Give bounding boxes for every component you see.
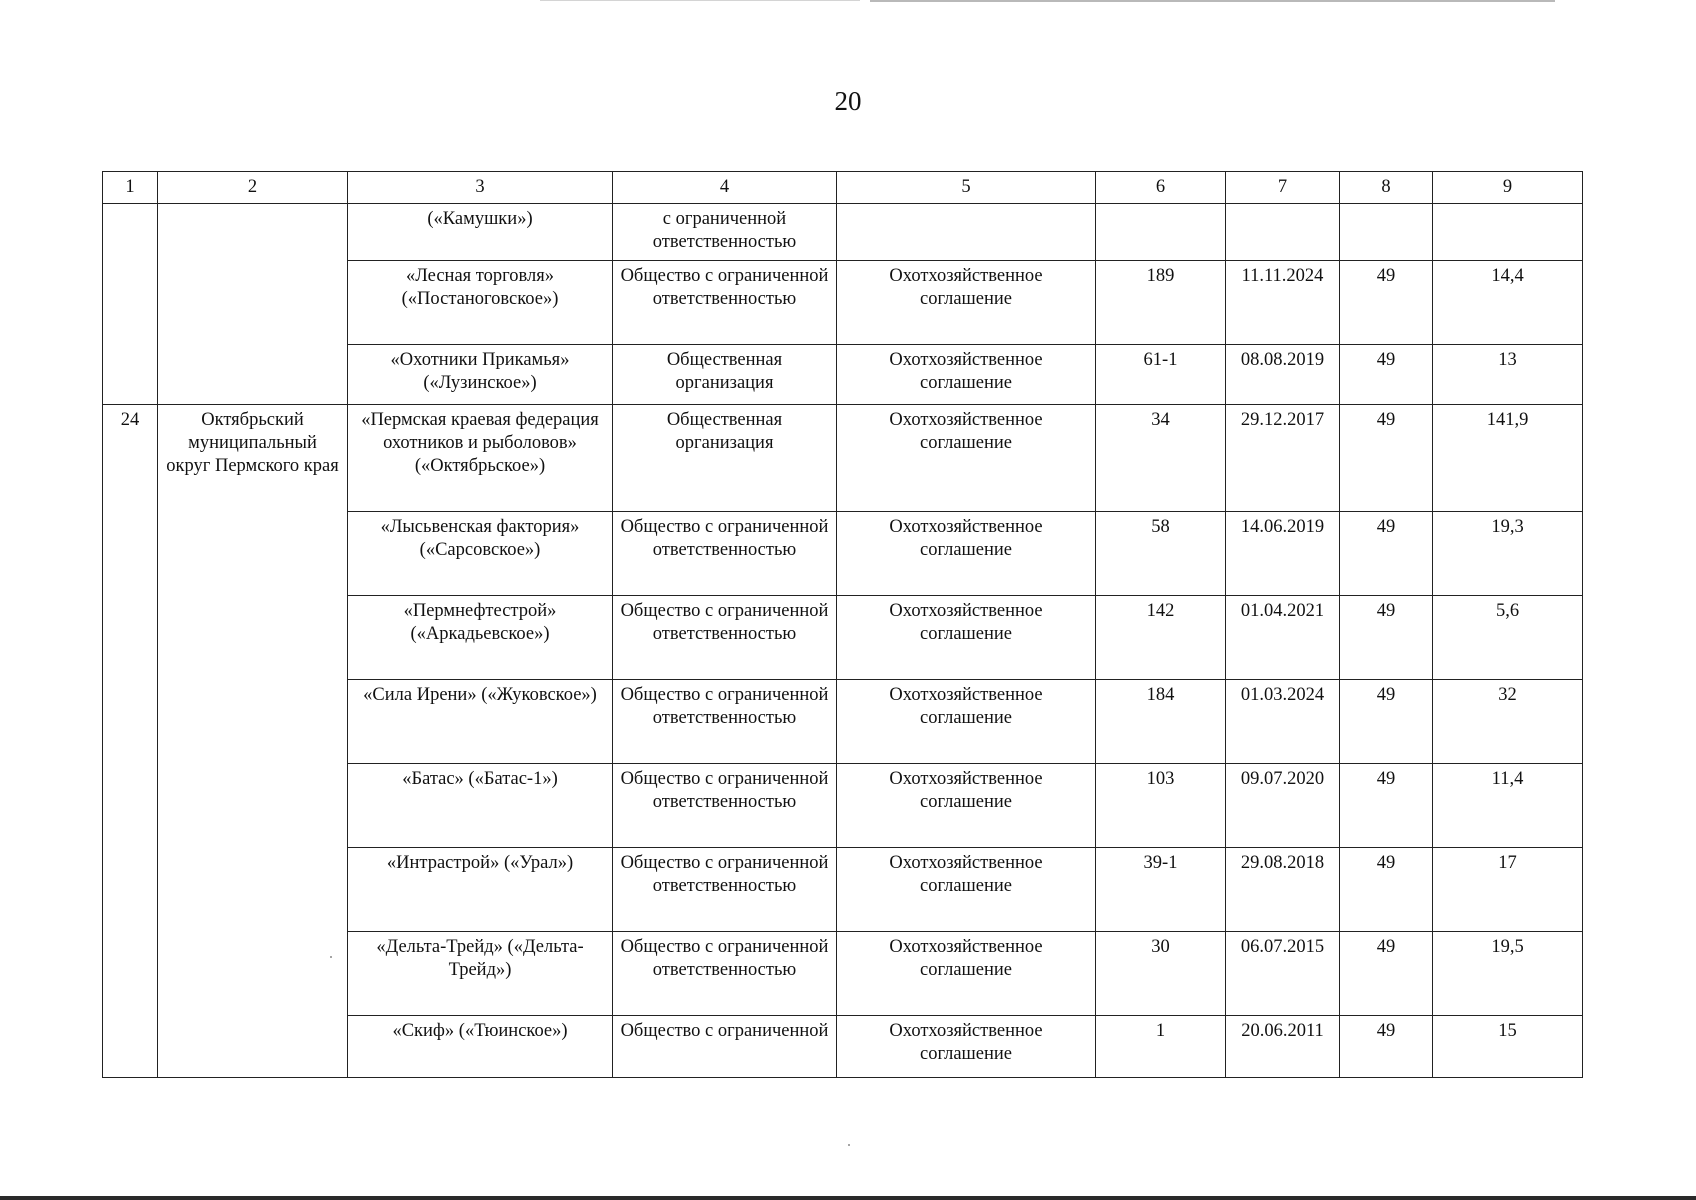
agreement-cell: Охотхозяйственное соглашение [837,680,1096,764]
scan-edge-bottom [0,1196,1696,1200]
term-cell: 49 [1340,680,1433,764]
column-number: 7 [1226,172,1340,204]
term-cell [1340,204,1433,261]
agreement-cell: Охотхозяйственное соглашение [837,512,1096,596]
hunting-ground-cell: «Лысьвенская фактория» («Сарсовское») [348,512,613,596]
hunting-ground-cell: «Сила Ирени» («Жуковское») [348,680,613,764]
term-cell: 49 [1340,596,1433,680]
date-cell: 06.07.2015 [1226,932,1340,1016]
agreement-cell: Охотхозяйственное соглашение [837,261,1096,345]
org-type-cell: Общество с ограниченной ответственностью [613,261,837,345]
page-number: 20 [834,86,862,116]
number-cell: 34 [1096,405,1226,512]
hunting-ground-cell: «Лесная торговля» («Постаноговское») [348,261,613,345]
column-number: 6 [1096,172,1226,204]
date-cell: 09.07.2020 [1226,764,1340,848]
scan-edge-top-right [870,0,1555,2]
agreement-cell: Охотхозяйственное соглашение [837,932,1096,1016]
agreement-cell [837,204,1096,261]
agreement-cell: Охотхозяйственное соглашение [837,1016,1096,1078]
column-number-row [103,172,1583,204]
area-cell: 19,3 [1433,512,1583,596]
scan-speck [330,956,332,958]
area-cell: 17 [1433,848,1583,932]
area-cell: 13 [1433,345,1583,405]
term-cell: 49 [1340,1016,1433,1078]
scan-edge-top-left [540,0,860,1]
number-cell: 58 [1096,512,1226,596]
org-type-cell: Общество с ограниченной ответственностью [613,848,837,932]
date-cell: 01.03.2024 [1226,680,1340,764]
term-cell: 49 [1340,512,1433,596]
area-cell: 15 [1433,1016,1583,1078]
date-cell [1226,204,1340,261]
number-cell [1096,204,1226,261]
hunting-ground-cell: («Камушки») [348,204,613,261]
hunting-ground-cell: «Пермнефтестрой» («Аркадьевское») [348,596,613,680]
hunting-ground-cell: «Дельта-Трейд» («Дельта-Трейд») [348,932,613,1016]
number-cell: 61-1 [1096,345,1226,405]
area-cell: 19,5 [1433,932,1583,1016]
hunting-ground-cell: «Охотники Прикамья» («Лузинское») [348,345,613,405]
column-number: 3 [348,172,613,204]
term-cell: 49 [1340,848,1433,932]
org-type-cell: Общество с ограниченной ответственностью [613,932,837,1016]
number-cell: 30 [1096,932,1226,1016]
area-cell [1433,204,1583,261]
hunting-ground-cell: «Батас» («Батас-1») [348,764,613,848]
number-cell: 142 [1096,596,1226,680]
org-type-cell: Общество с ограниченной ответственностью [613,512,837,596]
municipality-cell: Октябрьский муниципальный округ Пермского края [158,405,348,1078]
area-cell: 5,6 [1433,596,1583,680]
term-cell: 49 [1340,932,1433,1016]
area-cell: 14,4 [1433,261,1583,345]
term-cell: 49 [1340,261,1433,345]
org-type-cell: Общественная организация [613,345,837,405]
table-row [103,204,1583,261]
org-type-cell: Общество с ограниченной [613,1016,837,1078]
area-cell: 32 [1433,680,1583,764]
org-type-cell: Общественная организация [613,405,837,512]
number-cell: 1 [1096,1016,1226,1078]
term-cell: 49 [1340,764,1433,848]
number-cell: 184 [1096,680,1226,764]
date-cell: 29.12.2017 [1226,405,1340,512]
column-number: 4 [613,172,837,204]
column-number: 9 [1433,172,1583,204]
agreement-cell: Охотхозяйственное соглашение [837,405,1096,512]
index-cell-continued [103,204,158,405]
date-cell: 29.08.2018 [1226,848,1340,932]
table-row [103,405,1583,512]
org-type-cell: Общество с ограниченной ответственностью [613,596,837,680]
date-cell: 11.11.2024 [1226,261,1340,345]
org-type-cell: Общество с ограниченной ответственностью [613,764,837,848]
column-number: 5 [837,172,1096,204]
agreement-cell: Охотхозяйственное соглашение [837,596,1096,680]
date-cell: 14.06.2019 [1226,512,1340,596]
area-cell: 141,9 [1433,405,1583,512]
number-cell: 103 [1096,764,1226,848]
term-cell: 49 [1340,345,1433,405]
column-number: 2 [158,172,348,204]
date-cell: 08.08.2019 [1226,345,1340,405]
area-cell: 11,4 [1433,764,1583,848]
date-cell: 01.04.2021 [1226,596,1340,680]
hunting-ground-cell: «Интрастрой» («Урал») [348,848,613,932]
hunting-ground-cell: «Скиф» («Тюинское») [348,1016,613,1078]
number-cell: 39-1 [1096,848,1226,932]
municipality-cell-continued [158,204,348,405]
org-type-cell: Общество с ограниченной ответственностью [613,680,837,764]
column-number: 1 [103,172,158,204]
agreement-cell: Охотхозяйственное соглашение [837,848,1096,932]
org-type-cell: с ограниченной ответственностью [613,204,837,261]
scan-speck [848,1144,850,1146]
agreement-cell: Охотхозяйственное соглашение [837,345,1096,405]
number-cell: 189 [1096,261,1226,345]
term-cell: 49 [1340,405,1433,512]
group-index-cell: 24 [103,405,158,1078]
column-number: 8 [1340,172,1433,204]
agreement-cell: Охотхозяйственное соглашение [837,764,1096,848]
hunting-ground-cell: «Пермская краевая федерация охотников и рыболовов» («Октябрьское») [348,405,613,512]
date-cell: 20.06.2011 [1226,1016,1340,1078]
data-table [102,171,1583,1078]
